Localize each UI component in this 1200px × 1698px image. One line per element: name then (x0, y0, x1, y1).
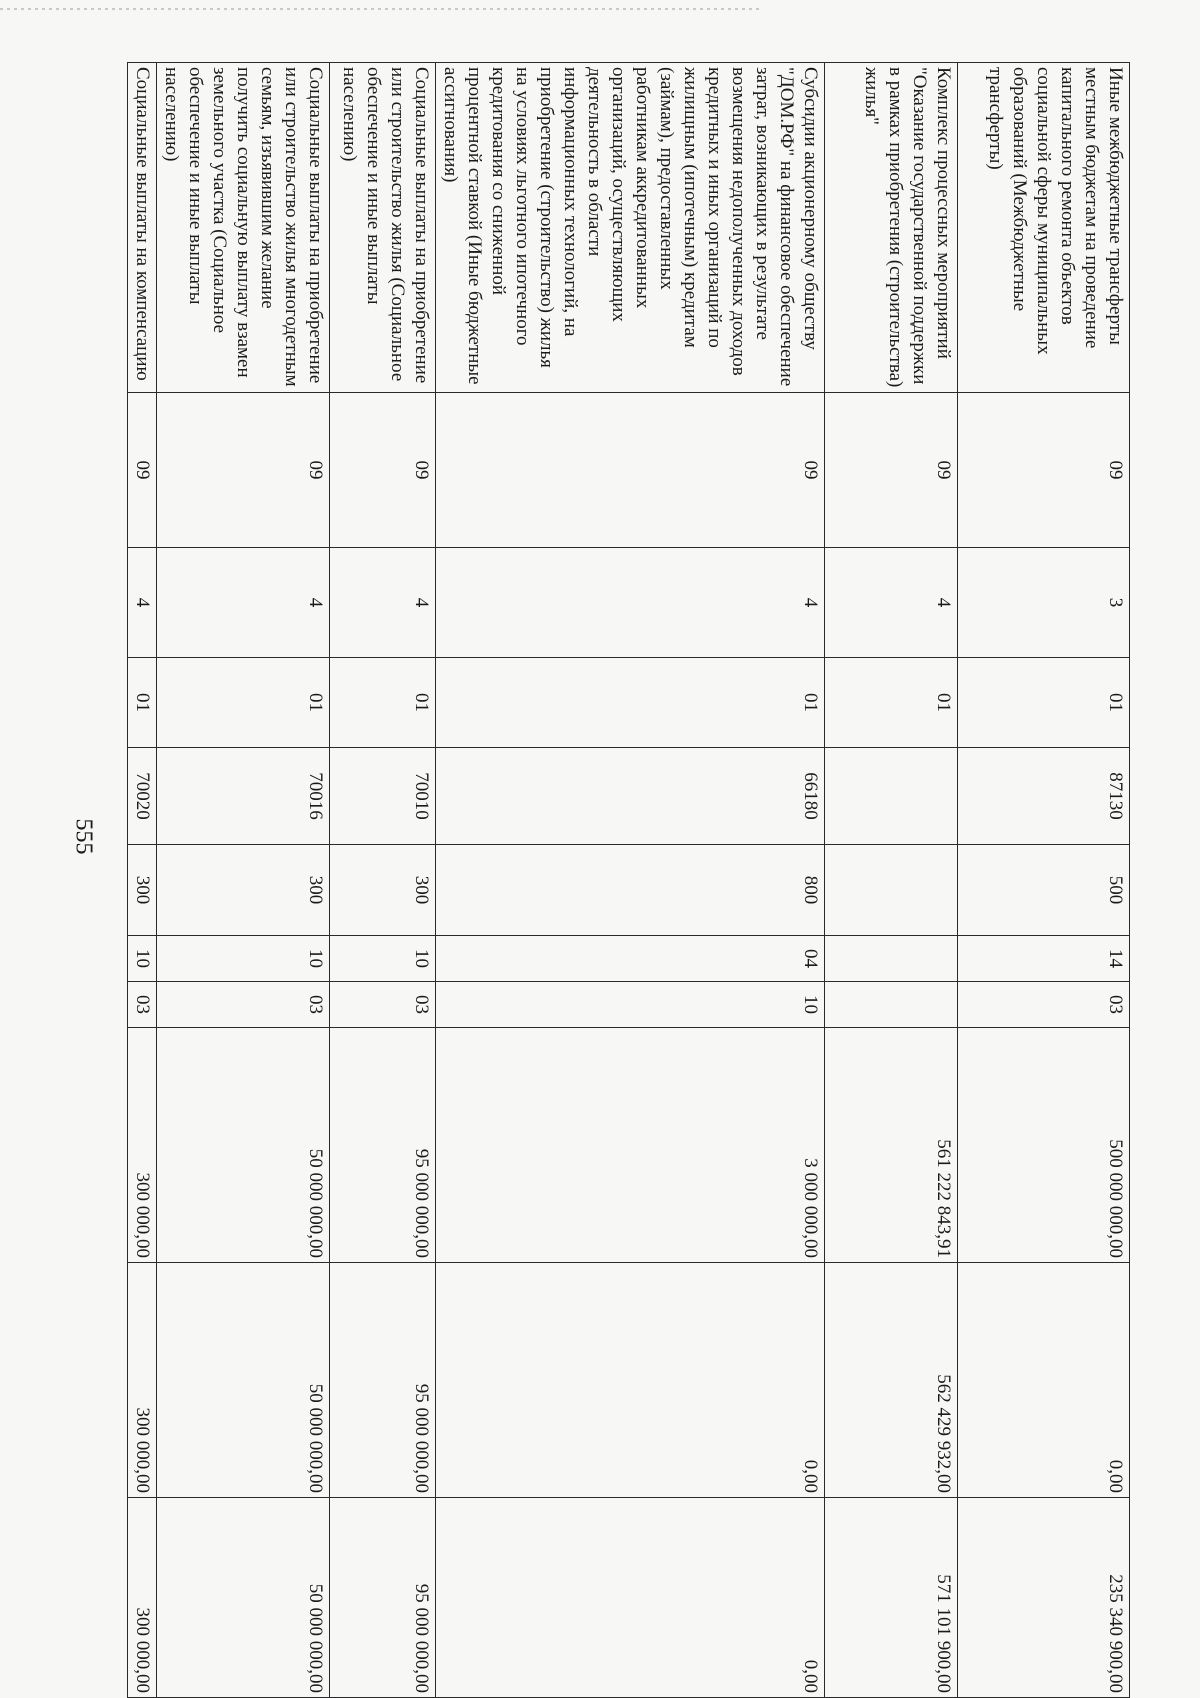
code-cell (825, 748, 958, 845)
code-cell: 14 (958, 936, 1130, 982)
code-cell: 01 (330, 658, 436, 748)
amount-cell: 300 000,00 (128, 1028, 157, 1263)
row-name: Социальные выплаты на приобретение или строительство жилья (Социальное обеспечение и иные выплаты населению) (330, 63, 436, 393)
code-cell: 70020 (128, 748, 157, 845)
code-cell: 10 (128, 936, 157, 982)
code-cell: 70016 (157, 748, 330, 845)
page-number: 555 (70, 818, 97, 855)
amount-cell: 0,00 (958, 1263, 1130, 1498)
rotated-sheet (132, 62, 1130, 1697)
code-cell: 03 (157, 982, 330, 1028)
scan-edge-artifact (0, 8, 760, 10)
row-name: Социальные выплаты на приобретение или строительство жилья многодетным семьям, изъявившим желание получить социальную выплату взамен земельного участка (Социальное обеспечение и иные выплаты населению) (157, 63, 330, 393)
code-cell: 4 (157, 548, 330, 658)
amount-cell: 300 000,00 (128, 1263, 157, 1498)
code-cell: 01 (825, 658, 958, 748)
code-cell: 300 (128, 845, 157, 936)
row-name: Иные межбюджетные трансферты местным бюджетам на проведение капитального ремонта объектов социальной сферы муниципальных образований (Межбюджетные трансферты) (958, 63, 1130, 393)
code-cell: 500 (958, 845, 1130, 936)
code-cell: 01 (436, 658, 825, 748)
code-cell: 01 (128, 658, 157, 748)
code-cell: 09 (825, 393, 958, 548)
amount-cell: 95 000 000,00 (330, 1263, 436, 1498)
amount-cell: 50 000 000,00 (157, 1498, 330, 1698)
table-row (436, 63, 825, 1698)
code-cell: 10 (436, 982, 825, 1028)
code-cell: 4 (330, 548, 436, 658)
code-cell: 01 (958, 658, 1130, 748)
code-cell: 87130 (958, 748, 1130, 845)
code-cell: 10 (330, 936, 436, 982)
code-cell: 4 (436, 548, 825, 658)
amount-cell: 300 000,00 (128, 1498, 157, 1698)
amount-cell: 95 000 000,00 (330, 1028, 436, 1263)
code-cell: 300 (330, 845, 436, 936)
table-row (128, 63, 157, 1698)
code-cell: 66180 (436, 748, 825, 845)
code-cell: 4 (128, 548, 157, 658)
amount-cell: 0,00 (436, 1498, 825, 1698)
code-cell (825, 982, 958, 1028)
code-cell: 09 (958, 393, 1130, 548)
code-cell: 03 (330, 982, 436, 1028)
code-cell: 800 (436, 845, 825, 936)
table-row (825, 63, 958, 1698)
code-cell: 09 (128, 393, 157, 548)
amount-cell: 561 222 843,91 (825, 1028, 958, 1263)
code-cell: 09 (436, 393, 825, 548)
amount-cell: 562 429 932,00 (825, 1263, 958, 1498)
amount-cell: 3 000 000,00 (436, 1028, 825, 1263)
amount-cell: 500 000 000,00 (958, 1028, 1130, 1263)
amount-cell: 50 000 000,00 (157, 1028, 330, 1263)
code-cell: 3 (958, 548, 1130, 658)
code-cell: 4 (825, 548, 958, 658)
table-row (330, 63, 436, 1698)
row-name: Субсидии акционерному обществу "ДОМ.РФ" на финансовое обеспечение затрат, возникающих в результате возмещения недополученных доходов кредитных и иных организаций по жилищным (ипотечным) кредитам (займам), предоставленных работникам аккредитованных организаций, осуществляющих деятельность в области информационных технологий, на приобретение (строительство) жилья на условиях льготного ипотечного кредитования со сниженной процентной ставкой (Иные бюджетные ассигнования) (436, 63, 825, 393)
budget-table (127, 62, 1130, 1698)
row-name: Социальные выплаты на компенсацию (128, 63, 157, 393)
code-cell: 03 (958, 982, 1130, 1028)
code-cell: 04 (436, 936, 825, 982)
code-cell: 10 (157, 936, 330, 982)
code-cell: 03 (128, 982, 157, 1028)
amount-cell: 95 000 000,00 (330, 1498, 436, 1698)
amount-cell: 235 340 900,00 (958, 1498, 1130, 1698)
amount-cell: 0,00 (436, 1263, 825, 1498)
code-cell: 09 (330, 393, 436, 548)
row-name: Комплекс процессных мероприятий "Оказание государственной поддержки в рамках приобретения (строительства) жилья" (825, 63, 958, 393)
code-cell: 01 (157, 658, 330, 748)
amount-cell: 50 000 000,00 (157, 1263, 330, 1498)
table-row (958, 63, 1130, 1698)
code-cell: 70010 (330, 748, 436, 845)
table-row (157, 63, 330, 1698)
code-cell (825, 845, 958, 936)
code-cell: 300 (157, 845, 330, 936)
code-cell (825, 936, 958, 982)
code-cell: 09 (157, 393, 330, 548)
amount-cell: 571 101 900,00 (825, 1498, 958, 1698)
